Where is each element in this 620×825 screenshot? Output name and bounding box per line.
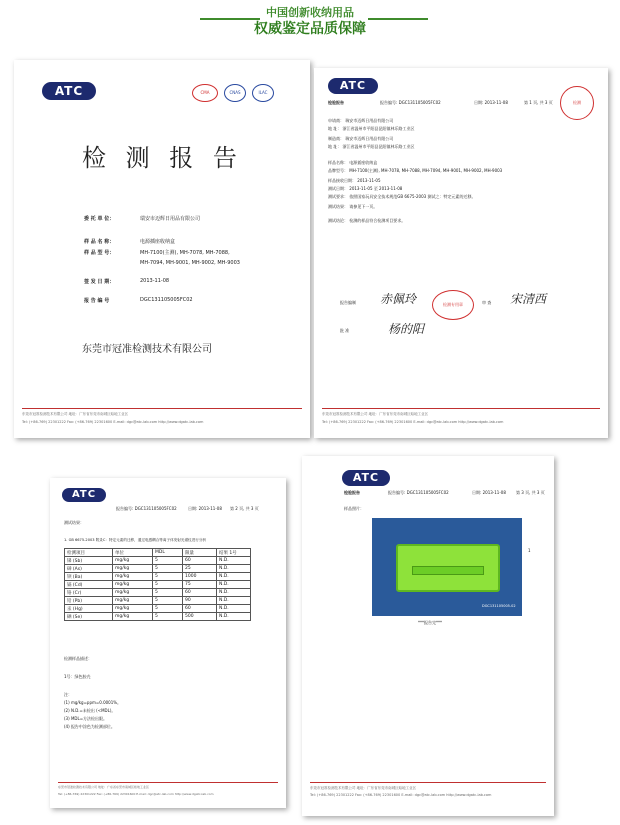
p2-line-applicant: 申请商： 瑞安市迈辉日用品有限公司 <box>328 118 394 123</box>
report-no-label: 报 告 编 号 <box>84 298 110 304</box>
sample-name-label: 样 品 名 称： <box>84 239 115 245</box>
banner-line1: 中国创新收纳用品 <box>266 6 354 19</box>
model-value-2: MH-7094, MH-9001, MH-9002, MH-9003 <box>140 260 240 266</box>
photo-id: DGC131105005-02 <box>482 604 516 608</box>
cell: mg/kg <box>113 557 153 565</box>
storage-box-image <box>396 544 500 592</box>
p2-line-address2: 地 址： 浙江省温州市平阳县昆阳镇林乐路工业区 <box>328 144 415 149</box>
sample-name-value: 电源插座收纳盒 <box>140 239 176 245</box>
p2-line-test-date: 测试日期： 2013-11-05 至 2013-11-08 <box>328 186 403 191</box>
results-table <box>64 548 251 621</box>
col-item: 检测项目 <box>65 549 113 557</box>
signature-prepared: 赤佩玲 <box>380 292 417 306</box>
footer-line1: 东莞市冠准检测技术有限公司 地址：广东省东莞市南城区蛤地工业区 <box>22 412 129 416</box>
cell: 5 <box>153 605 183 613</box>
cell: 5 <box>153 581 183 589</box>
p2-line-address1: 地 址： 浙江省温州市平阳县昆阳镇林乐路工业区 <box>328 126 415 131</box>
footer-line2: Tel: (+86-769) 22301222 Fax: (+86-769) 22301600 E-mail: dgc@atc-lab.com http://www.dgatc-lab.com <box>58 792 214 796</box>
table-row <box>65 605 251 613</box>
sample-photo <box>372 518 522 616</box>
cell: 锑 (Sb) <box>65 557 113 565</box>
cell: 砷 (As) <box>65 565 113 573</box>
p3-section: 测试结果： <box>64 520 84 525</box>
p2-line-received: 样品接收日期： 2013-11-05 <box>328 178 381 183</box>
footer-line1: 东莞市冠准检测技术有限公司 地址：广东省东莞市南城区蛤地工业区 <box>310 786 417 790</box>
p2-line-model: 品牌型号： MH-7100(主测), MH-7078, MH-7088, MH-7094, MH-9001, MH-9002, MH-9003 <box>328 168 503 173</box>
cell: mg/kg <box>113 573 153 581</box>
table-row <box>65 573 251 581</box>
footer-line2: Tel: (+86-769) 22301222 Fax: (+86-769) 22301600 E-mail: dgc@atc-lab.com http://www.dgatc-lab.com <box>322 420 504 424</box>
inspection-seal-icon: 检测专用章 <box>432 290 474 320</box>
issue-date-value: 2013-11-08 <box>140 278 170 284</box>
p3-note-0: 注： <box>64 692 72 697</box>
cell: 汞 (Hg) <box>65 605 113 613</box>
p3-page: 第 2 页, 共 3 页 <box>230 506 259 511</box>
cell: 钡 (Ba) <box>65 573 113 581</box>
p3-report-no: 报告编号: DGC131105005FC02 <box>116 506 177 511</box>
cell: N.D. <box>217 597 251 605</box>
signature-review: 宋清西 <box>510 292 547 306</box>
p4-page: 第 3 页, 共 3 页 <box>516 490 545 495</box>
report-title: 检 测 报 告 <box>82 144 243 172</box>
cell: mg/kg <box>113 565 153 573</box>
photo-marker: 1 <box>528 548 531 553</box>
client-label: 委 托 单 位： <box>84 216 115 222</box>
p3-note-title: 检测样品描述： <box>64 656 92 661</box>
cell: N.D. <box>217 581 251 589</box>
cell: 5 <box>153 557 183 565</box>
col-mdl: MDL <box>153 549 183 557</box>
client-value: 瑞安市迈辉日用品有限公司 <box>140 216 201 222</box>
col-result: 结果 1号 <box>217 549 251 557</box>
col-unit: 单位 <box>113 549 153 557</box>
cell: mg/kg <box>113 589 153 597</box>
atc-logo: ATC <box>62 488 106 502</box>
cell: mg/kg <box>113 581 153 589</box>
p4-header: 检验报告 <box>344 490 360 495</box>
cell: 铬 (Cr) <box>65 589 113 597</box>
cell: 5 <box>153 597 183 605</box>
report-cover-page <box>14 60 310 438</box>
p3-desc: 1. GB 6675-2003 附录C：特定元素的迁移，通过电感耦合等离子体发射光谱仪进行分析 <box>64 538 207 542</box>
issue-date-label: 签 发 日 期： <box>84 279 115 285</box>
cnas-mark-icon: CNAS <box>224 84 246 102</box>
cma-mark-icon: CMA <box>192 84 218 102</box>
p2-page: 第 1 页, 共 3 页 <box>524 100 553 105</box>
cell: N.D. <box>217 565 251 573</box>
cell: N.D. <box>217 605 251 613</box>
cell: 5 <box>153 565 183 573</box>
p3-note-1: (1) mg/kg=ppm=0.0001%。 <box>64 700 122 705</box>
p2-line-maker: 制造商： 瑞安市迈辉日用品有限公司 <box>328 136 394 141</box>
p3-note-sample: 1号：绿色胶壳 <box>64 674 91 679</box>
p2-header: 检验报告 <box>328 100 344 105</box>
atc-logo: ATC <box>342 470 390 486</box>
p2-line-sample: 样品名称： 电源插座收纳盒 <box>328 160 378 165</box>
cell: 镉 (Cd) <box>65 581 113 589</box>
p4-end: ***报告完*** <box>418 620 442 625</box>
p3-note-2: (2) N.D.=未检出 (<MDL)。 <box>64 708 116 713</box>
p2-report-no: 报告编号: DGC131105005FC02 <box>380 100 441 105</box>
banner-line2: 权威鉴定品质保障 <box>254 21 366 37</box>
cell: N.D. <box>217 589 251 597</box>
seal-icon: 检测 <box>560 86 594 120</box>
p2-line-requirement: 测试要求： 依照国家玩具安全技术规范GB 6675-2003 测试之：特定元素的迁移。 <box>328 194 476 199</box>
sig-approve-label: 批 准 <box>340 328 350 333</box>
cell: mg/kg <box>113 613 153 621</box>
cell: 75 <box>183 581 217 589</box>
ilac-mark-icon: ILAC <box>252 84 274 102</box>
model-value-1: MH-7100(主测), MH-7078, MH-7088, <box>140 250 230 256</box>
report-page-1 <box>314 68 608 438</box>
cell: 90 <box>183 597 217 605</box>
lab-company-name: 东莞市冠准检测技术有限公司 <box>82 344 212 355</box>
cell: 25 <box>183 565 217 573</box>
table-header-row <box>65 549 251 557</box>
cell: 1000 <box>183 573 217 581</box>
atc-logo: ATC <box>42 82 96 100</box>
footer-line2: Tel: (+86-769) 22301222 Fax: (+86-769) 22301600 E-mail: dgc@atc-lab.com http://www.dgatc-lab.com <box>22 420 204 424</box>
cell: 5 <box>153 613 183 621</box>
atc-logo: ATC <box>328 78 378 94</box>
cell: 60 <box>183 557 217 565</box>
cell: N.D. <box>217 613 251 621</box>
table-row <box>65 613 251 621</box>
footer-rule <box>22 408 302 409</box>
table-row <box>65 581 251 589</box>
p2-line-result: 测试结果： 请参见下一页。 <box>328 204 378 209</box>
p3-date: 日期: 2013-11-08 <box>188 506 222 511</box>
cell: mg/kg <box>113 605 153 613</box>
cell: 60 <box>183 589 217 597</box>
cell: N.D. <box>217 557 251 565</box>
p2-date: 日期: 2013-11-08 <box>474 100 508 105</box>
p4-date: 日期: 2013-11-08 <box>472 490 506 495</box>
footer-line1: 东莞市冠准检测技术有限公司 地址：广东省东莞市南城区蛤地工业区 <box>322 412 429 416</box>
table-row <box>65 589 251 597</box>
p4-report-no: 报告编号: DGC131105005FC02 <box>388 490 449 495</box>
cell: mg/kg <box>113 597 153 605</box>
table-row <box>65 597 251 605</box>
p4-photo-label: 样品照片： <box>344 506 364 511</box>
model-label: 样 品 型 号： <box>84 250 115 256</box>
cell: 5 <box>153 589 183 597</box>
footer-rule <box>322 408 600 409</box>
footer-line2: Tel: (+86-769) 22301222 Fax: (+86-769) 22301600 E-mail: dgc@atc-lab.com http://www.dgatc-lab.com <box>310 793 492 797</box>
footer-rule <box>58 782 278 783</box>
table-row <box>65 565 251 573</box>
top-banner <box>0 0 620 40</box>
storage-box-slot <box>412 566 484 575</box>
signature-approve: 杨的阳 <box>388 322 425 336</box>
sig-review-label: 审 查 <box>482 300 492 305</box>
cell: N.D. <box>217 573 251 581</box>
cell: 60 <box>183 605 217 613</box>
report-no-value: DGC131105005FC02 <box>140 297 193 303</box>
report-page-3 <box>302 456 554 816</box>
cell: 硒 (Se) <box>65 613 113 621</box>
footer-rule <box>310 782 546 783</box>
sig-prepared-label: 报告编制 <box>340 300 356 305</box>
report-page-2 <box>50 478 286 808</box>
p3-note-4: (4) 报告中涂色为检测部位。 <box>64 724 115 729</box>
p3-note-3: (3) MDL=方法检出限。 <box>64 716 108 721</box>
footer-line1: 东莞市冠准检测技术有限公司 地址：广东省东莞市南城区蛤地工业区 <box>58 785 149 789</box>
cell: 铅 (Pb) <box>65 597 113 605</box>
col-limit: 限量 <box>183 549 217 557</box>
table-row <box>65 557 251 565</box>
cell: 500 <box>183 613 217 621</box>
p2-line-conclusion: 测试结论： 检测的样品符合检测项目要求。 <box>328 218 406 223</box>
cell: 5 <box>153 573 183 581</box>
